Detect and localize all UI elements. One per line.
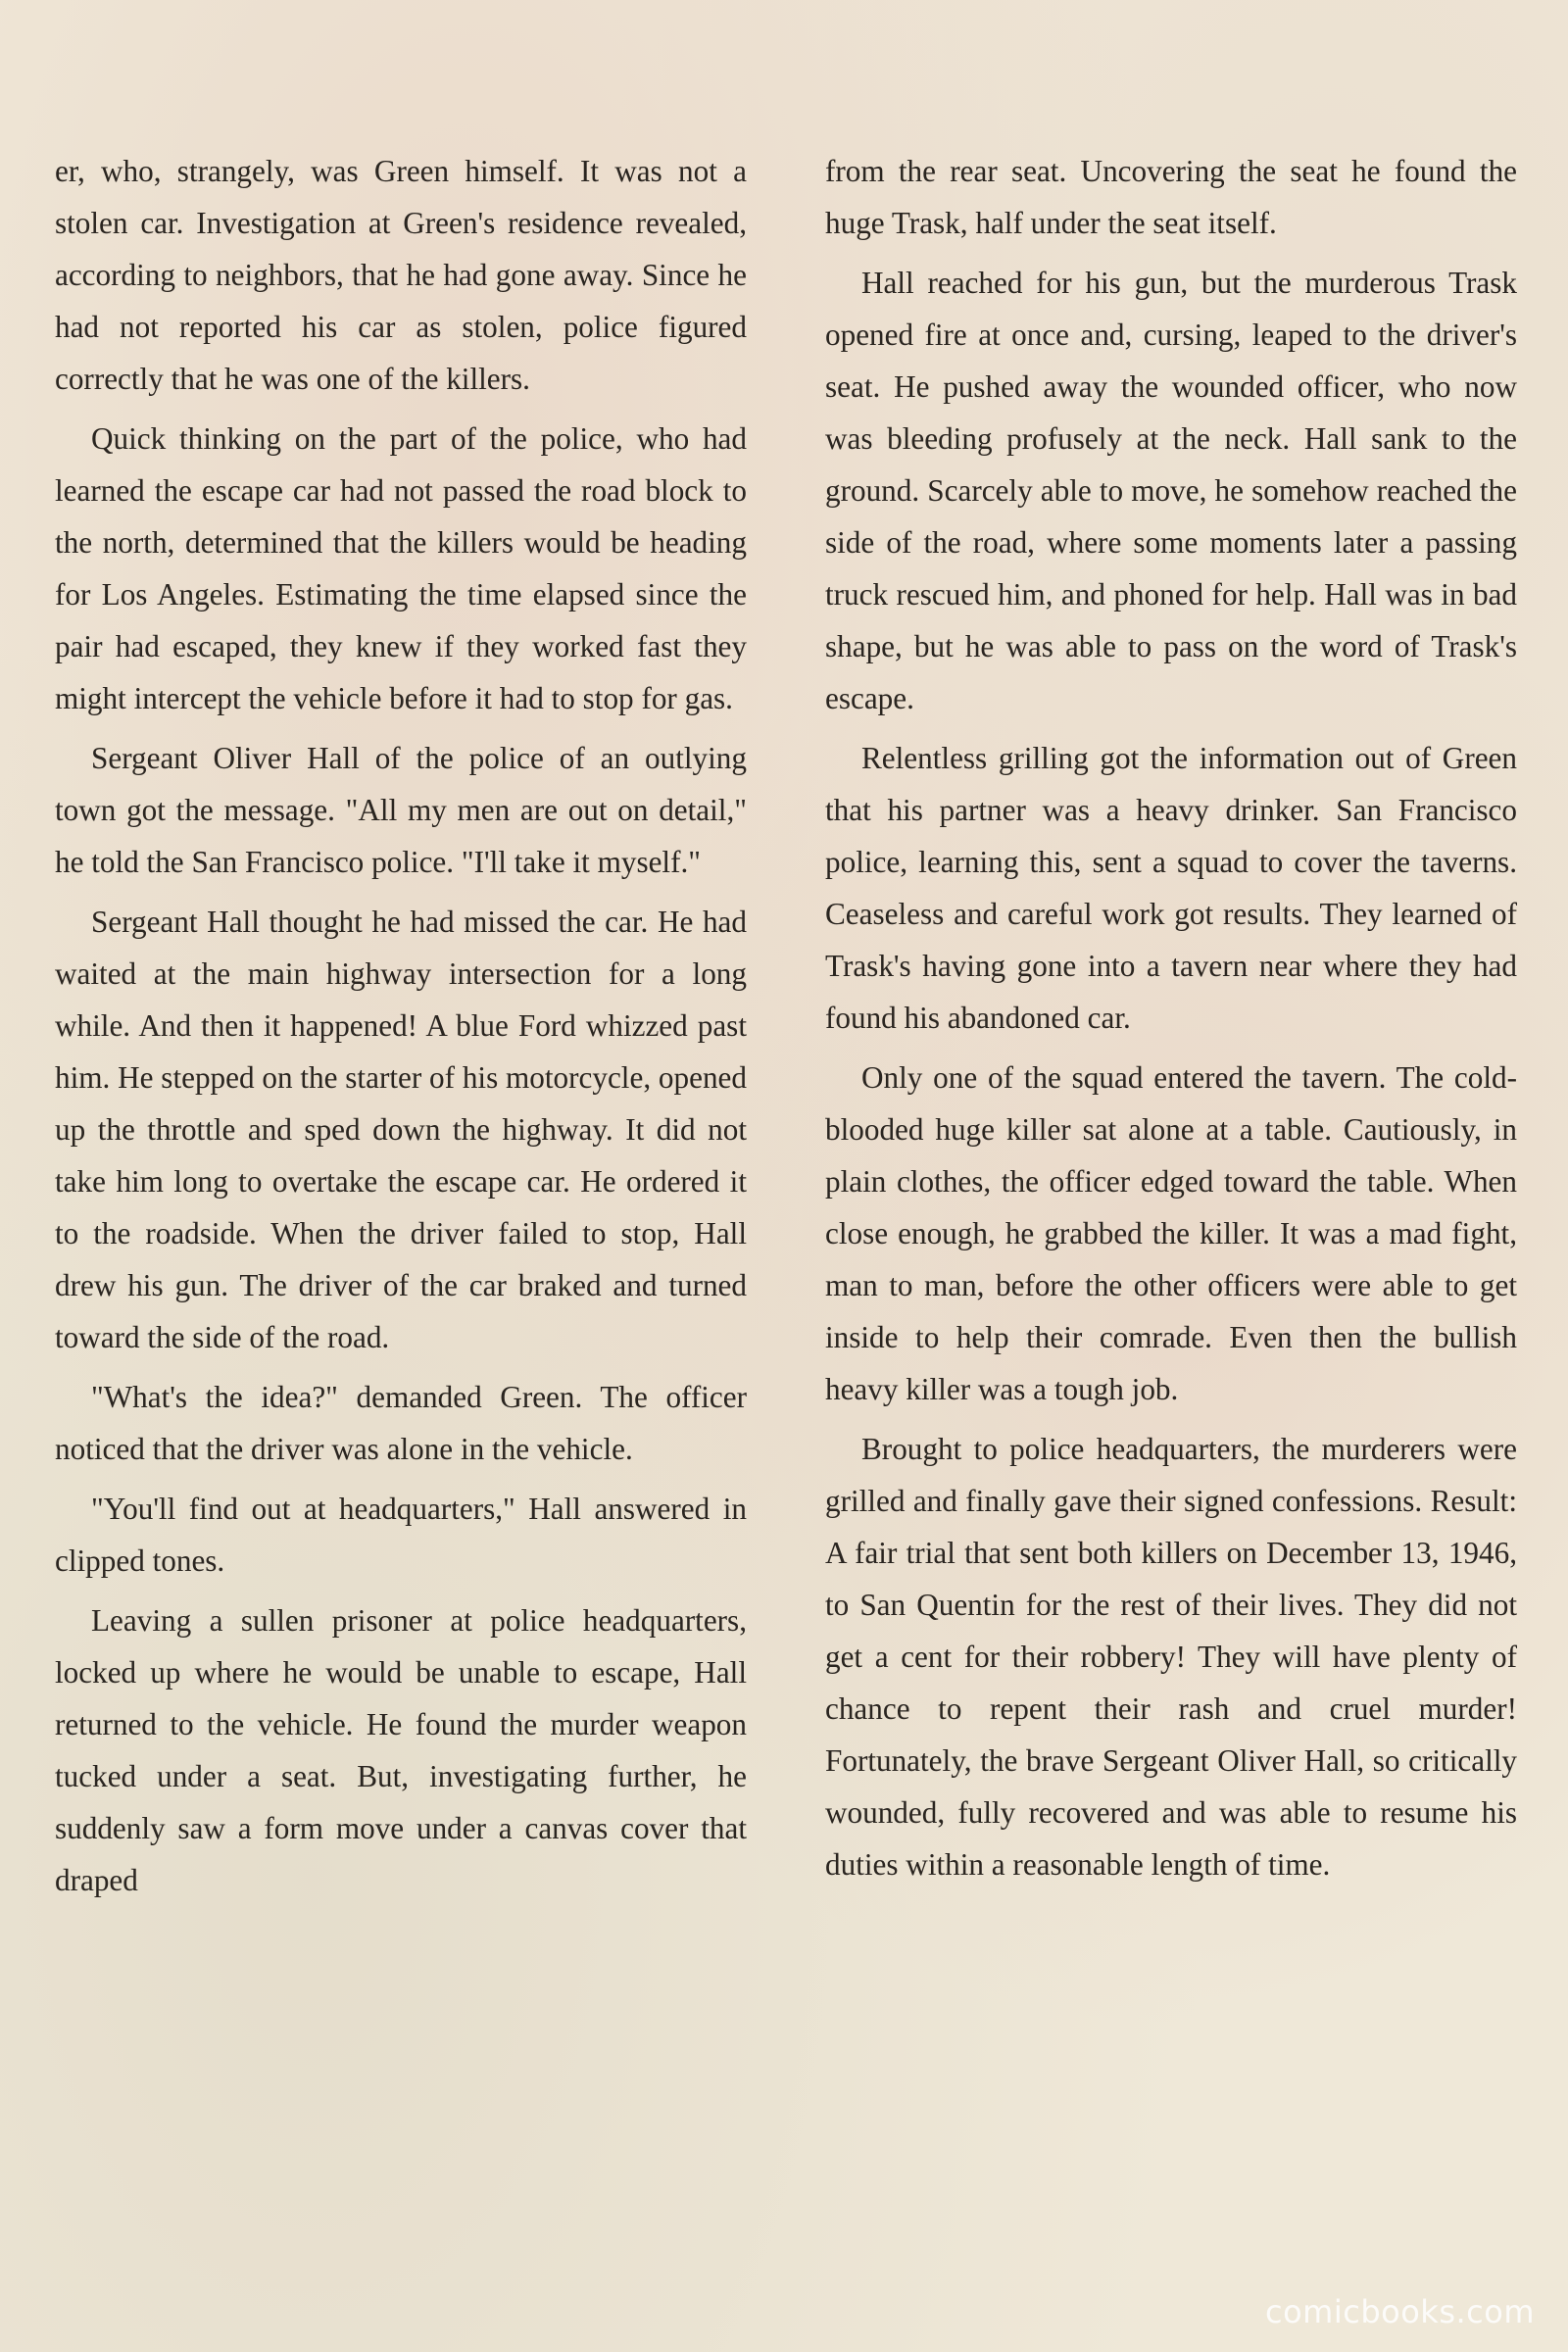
- paragraph: Sergeant Hall thought he had missed the car. He had waited at the main highway intersection for a long while. And then it happened! A blue Ford whizzed past him. He stepped on the starter of his motorcycle, opened up the throttle and sped down the highway. It did not take him long to overtake the escape car. He ordered it to the roadside. When the driver failed to stop, Hall drew his gun. The driver of the car braked and turned toward the side of the road.: [55, 905, 747, 1354]
- paragraph: Only one of the squad entered the tavern. The cold-blooded huge killer sat alone at a table. Cautiously, in plain clothes, the officer edged toward the table. When close enough, he grabbed the killer. It was a mad fight, man to man, before the other officers were able to get inside to help their comrade. Even then the bullish heavy killer was a tough job.: [825, 1060, 1517, 1406]
- paragraph: from the rear seat. Uncovering the seat he found the huge Trask, half under the seat itself.: [825, 154, 1517, 240]
- paragraph: Hall reached for his gun, but the murderous Trask opened fire at once and, cursing, leaped to the driver's seat. He pushed away the wounded officer, who now was bleeding profusely at the neck. Hall sank to the ground. Scarcely able to move, he somehow reached the side of the road, where some moments later a passing truck rescued him, and phoned for help. Hall was in bad shape, but he was able to pass on the word of Trask's escape.: [825, 266, 1517, 715]
- right-text-column: [825, 145, 1517, 1898]
- site-watermark: comicbooks.com: [1264, 2293, 1535, 2330]
- left-text-column: [55, 145, 747, 1914]
- paragraph: "You'll find out at headquarters," Hall answered in clipped tones.: [55, 1492, 747, 1578]
- paragraph: Sergeant Oliver Hall of the police of an outlying town got the message. "All my men are out on detail," he told the San Francisco police. "I'll take it myself.": [55, 741, 747, 879]
- paragraph: Quick thinking on the part of the police, who had learned the escape car had not passed the road block to the north, determined that the killers would be heading for Los Angeles. Estimating the time elapsed since the pair had escaped, they knew if they worked fast they might intercept the vehicle before it had to stop for gas.: [55, 421, 747, 715]
- paragraph: "What's the idea?" demanded Green. The officer noticed that the driver was alone in the vehicle.: [55, 1380, 747, 1466]
- paragraph: Brought to police headquarters, the murderers were grilled and finally gave their signed confessions. Result: A fair trial that sent both killers on December 13, 1946, to San Quentin for the rest of their lives. They did not get a cent for their robbery! They will have plenty of chance to repent their rash and cruel murder! Fortunately, the brave Sergeant Oliver Hall, so critically wounded, fully recovered and was able to resume his duties within a reasonable length of time.: [825, 1432, 1517, 1882]
- paragraph: Leaving a sullen prisoner at police headquarters, locked up where he would be unable to escape, Hall returned to the vehicle. He found the murder weapon tucked under a seat. But, investigating further, he suddenly saw a form move under a canvas cover that draped: [55, 1603, 747, 1897]
- paragraph: er, who, strangely, was Green himself. It was not a stolen car. Investigation at Green's residence revealed, according to neighbors, that he had gone away. Since he had not reported his car as stolen, police figured correctly that he was one of the killers.: [55, 154, 747, 396]
- paragraph: Relentless grilling got the information out of Green that his partner was a heavy drinker. San Francisco police, learning this, sent a squad to cover the taverns. Ceaseless and careful work got results. They learned of Trask's having gone into a tavern near where they had found his abandoned car.: [825, 741, 1517, 1035]
